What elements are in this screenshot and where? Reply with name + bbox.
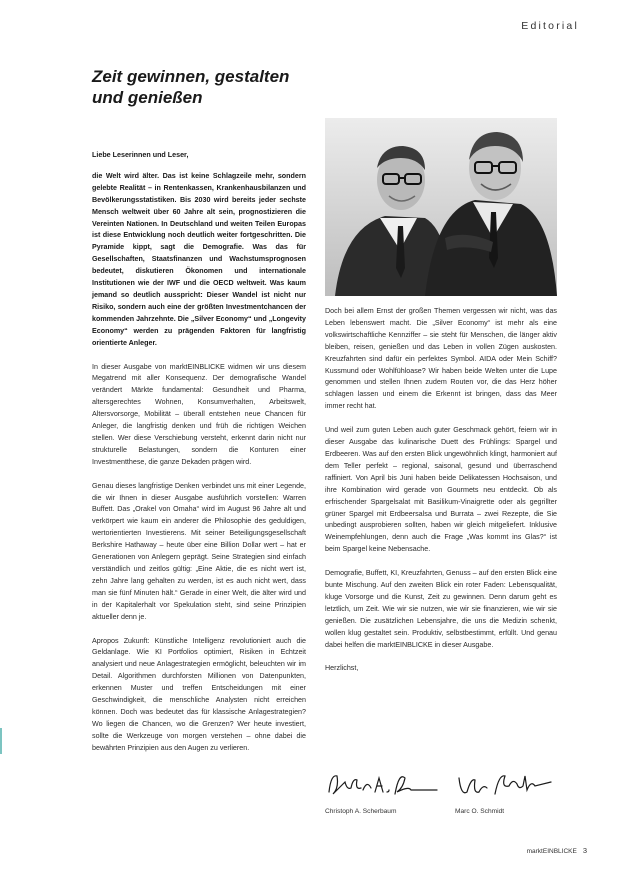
section-label: Editorial xyxy=(521,20,579,32)
paragraph: Apropos Zukunft: Künstliche Intelligenz revolutioniert auch die Geldanlage. Wie KI Portfolios optimiert, Risiken in Echtzeit analysiert und neue Anlagestrategien ermöglicht, beleuchten wir im Detail. Algorithmen durchforsten Millionen von Datenpunkten, erkennen Muster und treffen Entscheidungen mit einer Geschwindigkeit, die menschliche Analysten nicht erreichen können. Doch was bedeutet das für klassische Anlagestrategien? Wo liegen die Chancen, wo die Grenzen? Wer heute investiert, sollte die Werkzeuge von morgen verstehen – ohne dabei die bewährten Prinzipien aus den Augen zu verlieren. xyxy=(92,636,306,752)
right-column xyxy=(325,306,557,687)
authors-photo xyxy=(325,118,557,296)
paragraph: Doch bei allem Ernst der großen Themen vergessen wir nicht, was das Leben lebenswert macht. Die „Silver Economy“ ist mehr als eine volkswirtschaftliche Kennziffer – sie steht für Menschen, die länger aktiv bleiben, reisen, genießen und das Leben in vollen Zügen auskosten. Kreuzfahrten sind dafür ein perfektes Symbol. AIDA oder Mein Schiff? Kussmund oder Wohlfühloase? Wir haben beide Welten unter die Lupe genommen und stellen Ihnen zudem Routen vor, die das Herz höher schlagen lassen und einem die Erkennt ist bringen, dass das Meer immer recht hat. xyxy=(325,307,557,411)
title-line-2: und genießen xyxy=(92,88,203,107)
title-line-1: Zeit gewinnen, gestalten xyxy=(92,67,290,86)
page-number: 3 xyxy=(582,846,587,855)
magazine-name: marktEINBLICKE xyxy=(526,848,577,855)
paragraph: In dieser Ausgabe von marktEINBLICKE widmen wir uns diesem Megatrend mit aller Konsequenz. Der demografische Wandel verändert Märkte fundamental: Gesundheit und Pharma, altersgerechtes Wohnen, Konsumverhalten, Arbeitswelt, Altersvorsorge, Mobilität – überall entstehen neue Chancen für Anleger, die langfristig denken und früh die richtigen Weichen stellen. Wer diese Verschiebung versteht, erkennt darin nicht nur strukturelle Belastungen, sondern die Konturen einer Investmentthese, die ganze Dekaden prägen wird. xyxy=(92,362,306,466)
signature-name: Christoph A. Scherbaum xyxy=(325,808,397,815)
signature-block-2 xyxy=(455,768,555,815)
page-footer xyxy=(527,846,587,855)
handwritten-signature-icon xyxy=(455,768,555,802)
closing: Herzlichst, xyxy=(325,664,359,673)
handwritten-signature-icon xyxy=(325,768,440,802)
intro-paragraph: die Welt wird älter. Das ist keine Schlagzeile mehr, sondern gelebte Realität – in Rentenkassen, Krankenhausbilanzen und Bevölkerungsstatistiken. Bis 2030 wird bereits jeder sechste Mensch weltweit über 60 Jahre alt sein, prognostizieren die Vereinten Nationen. In Deutschland und weiten Teilen Europas ist diese Entwicklung noch deutlich weiter fortgeschritten. Die Pyramide kippt, sagt die Demografie. Was das für Gesellschaften, Staatsfinanzen und Wachstumsprognosen bedeutet, diskutieren Ökonomen und internationale Institutionen wie der IWF und die OECD weltweit. Was kaum jemand so deutlich ausspricht: Dieser Wandel ist nicht nur Risiko, sondern auch eine der größten Investmentchancen der kommenden Jahrzehnte. Die „Silver Economy“ und „Longevity Economy“ werden zu prägenden Faktoren für langfristig orientierte Anleger. xyxy=(92,171,306,347)
accent-rule xyxy=(0,728,2,754)
signature-block-1 xyxy=(325,768,440,815)
portrait-photo-icon xyxy=(325,118,557,296)
left-column xyxy=(92,150,306,767)
signature-name: Marc O. Schmidt xyxy=(455,808,505,815)
paragraph: Genau dieses langfristige Denken verbindet uns mit einer Legende, die wir Ihnen in dieser Ausgabe ausführlich vorstellen: Warren Buffett. Das „Orakel von Omaha“ wird im August 96 Jahre alt und verkörpert wie kaum ein anderer die Philosophie des geduldigen, wertorientierten Investierens. Mit seiner Beteiligungsgesellschaft Berkshire Hathaway – heute über eine Billion Dollar wert – hat er Generationen von Anlegern geprägt. Seine Strategien sind einfach verständlich und zeitlos gültig: „Eine Aktie, die es nicht wert ist, zehn Jahre lang gehalten zu werden, ist es auch nicht wert, dass man sie fünf Minuten hält.“ Gerade in einer Welt, die älter wird und in der Kapitalerhalt vor Spekulation steht, sind seine Prinzipien aktueller denn je. xyxy=(92,481,306,621)
paragraph: Und weil zum guten Leben auch guter Geschmack gehört, feiern wir in dieser Ausgabe das kulinarische Duett des Frühlings: Spargel und Erdbeeren. Was auf den ersten Blick ungewöhnlich klingt, harmoniert auf dem Teller perfekt – regional, saisonal, gesund und überraschend raffiniert. Von April bis Juni haben beide Delikatessen Hochsaison, und ihre Kombination wird gerade von Gourmets neu entdeckt. Ob als erfrischender Spargelsalat mit Basilikum-Vinaigrette oder als gegrillter grüner Spargel mit Erdbeersalsa und Burrata – zwei Rezepte, die Sie unbedingt ausprobieren sollten, haben wir gleich mitgeliefert. Inklusive Weinempfehlungen, denn auch die Frage „Was kommt ins Glas?“ ist beim Spargel keine Nebensache. xyxy=(325,426,557,554)
editorial-title xyxy=(92,66,352,108)
greeting: Liebe Leserinnen und Leser, xyxy=(92,151,189,159)
paragraph: Demografie, Buffett, KI, Kreuzfahrten, Genuss – auf den ersten Blick eine bunte Mischung. Auf den zweiten Blick ein roter Faden: Lebensqualität, kluge Vorsorge und die Kunst, Zeit zu gewinnen. Denn darum geht es letztlich, um Zeit. Wie wir sie nutzen, wie wir sie finanzieren, wie wir sie genießen. Die zusätzlichen Lebensjahre, die uns die Medizin schenkt, wollen klug gestaltet sein. Produktiv, selbstbestimmt, erfüllt. Und genau dabei helfen die marktEINBLICKE in dieser Ausgabe. xyxy=(325,569,557,649)
